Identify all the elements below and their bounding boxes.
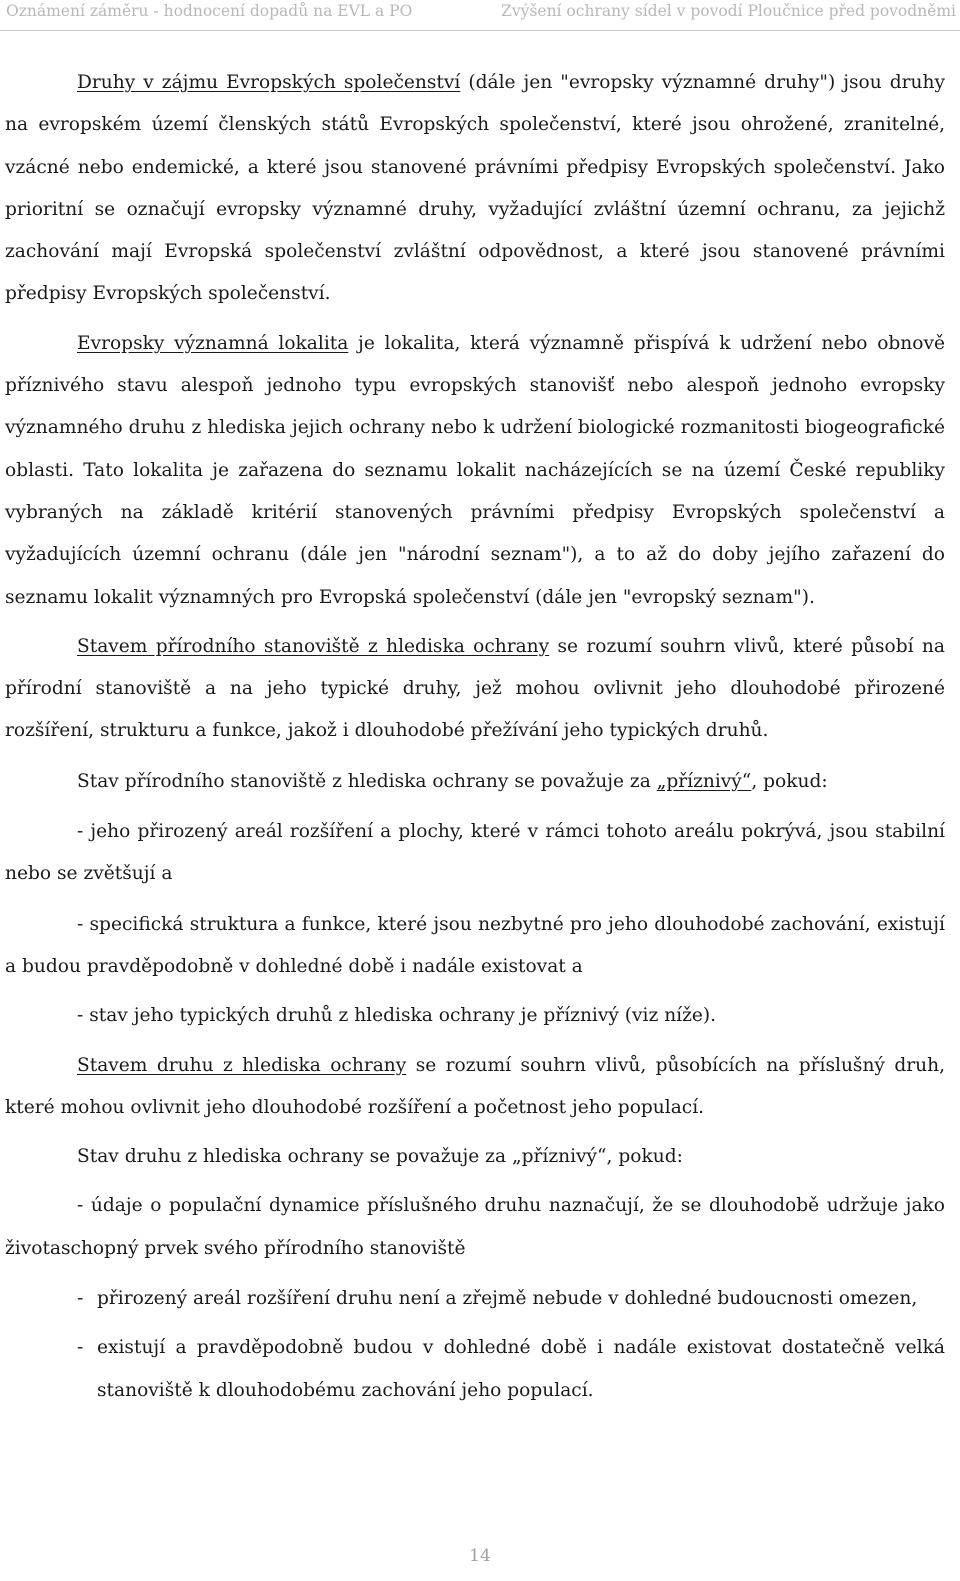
- condition-text: přirozený areál rozšíření druhu není a zřejmě nebude v dohledné budoucnosti omezen,: [97, 1288, 918, 1310]
- paragraph-significant-site: [5, 323, 945, 619]
- condition-typical-species: - stav jeho typických druhů z hlediska ochrany je příznivý (viz níže).: [77, 1005, 717, 1027]
- page-number: 14: [469, 1546, 491, 1566]
- paragraph-text: je lokalita, která významně přispívá k udržení nebo obnově příznivého stavu alespoň jednoho typu evropských stanovišť nebo alespoň jednoho evropsky významného druhu z hlediska jejich ochrany nebo k udržení biologické rozmanitosti biogeografické oblasti. Tato lokalita je zařazena do seznamu lokalit nacházejících se na území České republiky vybraných na základě kritérií stanovených právními předpisy Evropských společenství a vyžadujících územní ochranu (dále jen "národní seznam"), a to až do doby jejího zařazení do seznamu lokalit významných pro Evropská společenství (dále jen "evropský seznam").: [5, 332, 945, 608]
- paragraph-species-status: [5, 1045, 945, 1130]
- paragraph-habitat-favourable: [5, 761, 945, 803]
- paragraph-species-of-interest: [5, 62, 945, 316]
- term-habitat-status: Stavem přírodního stanoviště z hlediska ochrany: [77, 635, 550, 657]
- paragraph-species-favourable: Stav druhu z hlediska ochrany se považuje za „příznivý“, pokud:: [77, 1146, 683, 1168]
- paragraph-text: (dále jen "evropsky významné druhy") jsou druhy na evropském území členských států Evropských společenství, které jsou ohrožené, zranitelné, vzácné nebo endemické, a které jsou stanovené právními předpisy Evropských společenství. Jako prioritní se označují evropsky významné druhy, vyžadující zvláštní územní ochranu, za jejichž zachování mají Evropská společenství zvláštní odpovědnost, a které jsou stanovené právními předpisy Evropských společenství.: [5, 72, 945, 305]
- condition-natural-range: [5, 1278, 945, 1320]
- document-body: [5, 62, 945, 1412]
- bullet-dash: -: [77, 1288, 84, 1310]
- paragraph-text: Stav přírodního stanoviště z hlediska ochrany se považuje za: [77, 770, 657, 792]
- condition-habitat-size: [5, 1327, 945, 1412]
- condition-range-stable: - jeho přirozený areál rozšíření a plochy, které v rámci tohoto areálu pokrývá, jsou stabilní nebo se zvětšují a: [5, 821, 945, 885]
- bullet-dash: -: [77, 1337, 84, 1359]
- header-document-title: Oznámení záměru - hodnocení dopadů na EVL a PO: [6, 2, 413, 20]
- term-favourable: „příznivý“: [656, 770, 752, 792]
- term-species-of-interest: Druhy v zájmu Evropských společenství: [77, 72, 461, 93]
- paragraph-text: se rozumí souhrn vlivů, působících na příslušný druh, které mohou ovlivnit jeho dlouhodobé rozšíření a početnost jeho populací.: [5, 1054, 945, 1118]
- paragraph-text: , pokud:: [751, 770, 828, 792]
- condition-population-dynamics: - údaje o populační dynamice příslušného druhu naznačují, že se dlouhodobě udržuje jako životaschopný prvek svého přírodního stanoviště: [5, 1195, 945, 1259]
- paragraph-text: se rozumí souhrn vlivů, které působí na přírodní stanoviště a na jeho typické druhy, jež mohou ovlivnit jeho dlouhodobé přirozené rozšíření, strukturu a funkce, jakož i dlouhodobé přežívání jeho typických druhů.: [5, 635, 945, 742]
- paragraph-habitat-status: [5, 626, 945, 753]
- condition-text: existují a pravděpodobně budou v dohledné době i nadále existovat dostatečně velká stanoviště k dlouhodobému zachování jeho populací.: [97, 1337, 945, 1401]
- header-project-title: Zvýšení ochrany sídel v povodí Ploučnice před povodněmi: [501, 2, 956, 20]
- term-significant-site: Evropsky významná lokalita: [77, 332, 349, 354]
- page-header: [0, 0, 960, 31]
- term-species-status: Stavem druhu z hlediska ochrany: [77, 1054, 407, 1076]
- condition-structure-function: - specifická struktura a funkce, které jsou nezbytné pro jeho dlouhodobé zachování, existují a budou pravděpodobně v dohledné době i nadále existovat a: [5, 913, 945, 977]
